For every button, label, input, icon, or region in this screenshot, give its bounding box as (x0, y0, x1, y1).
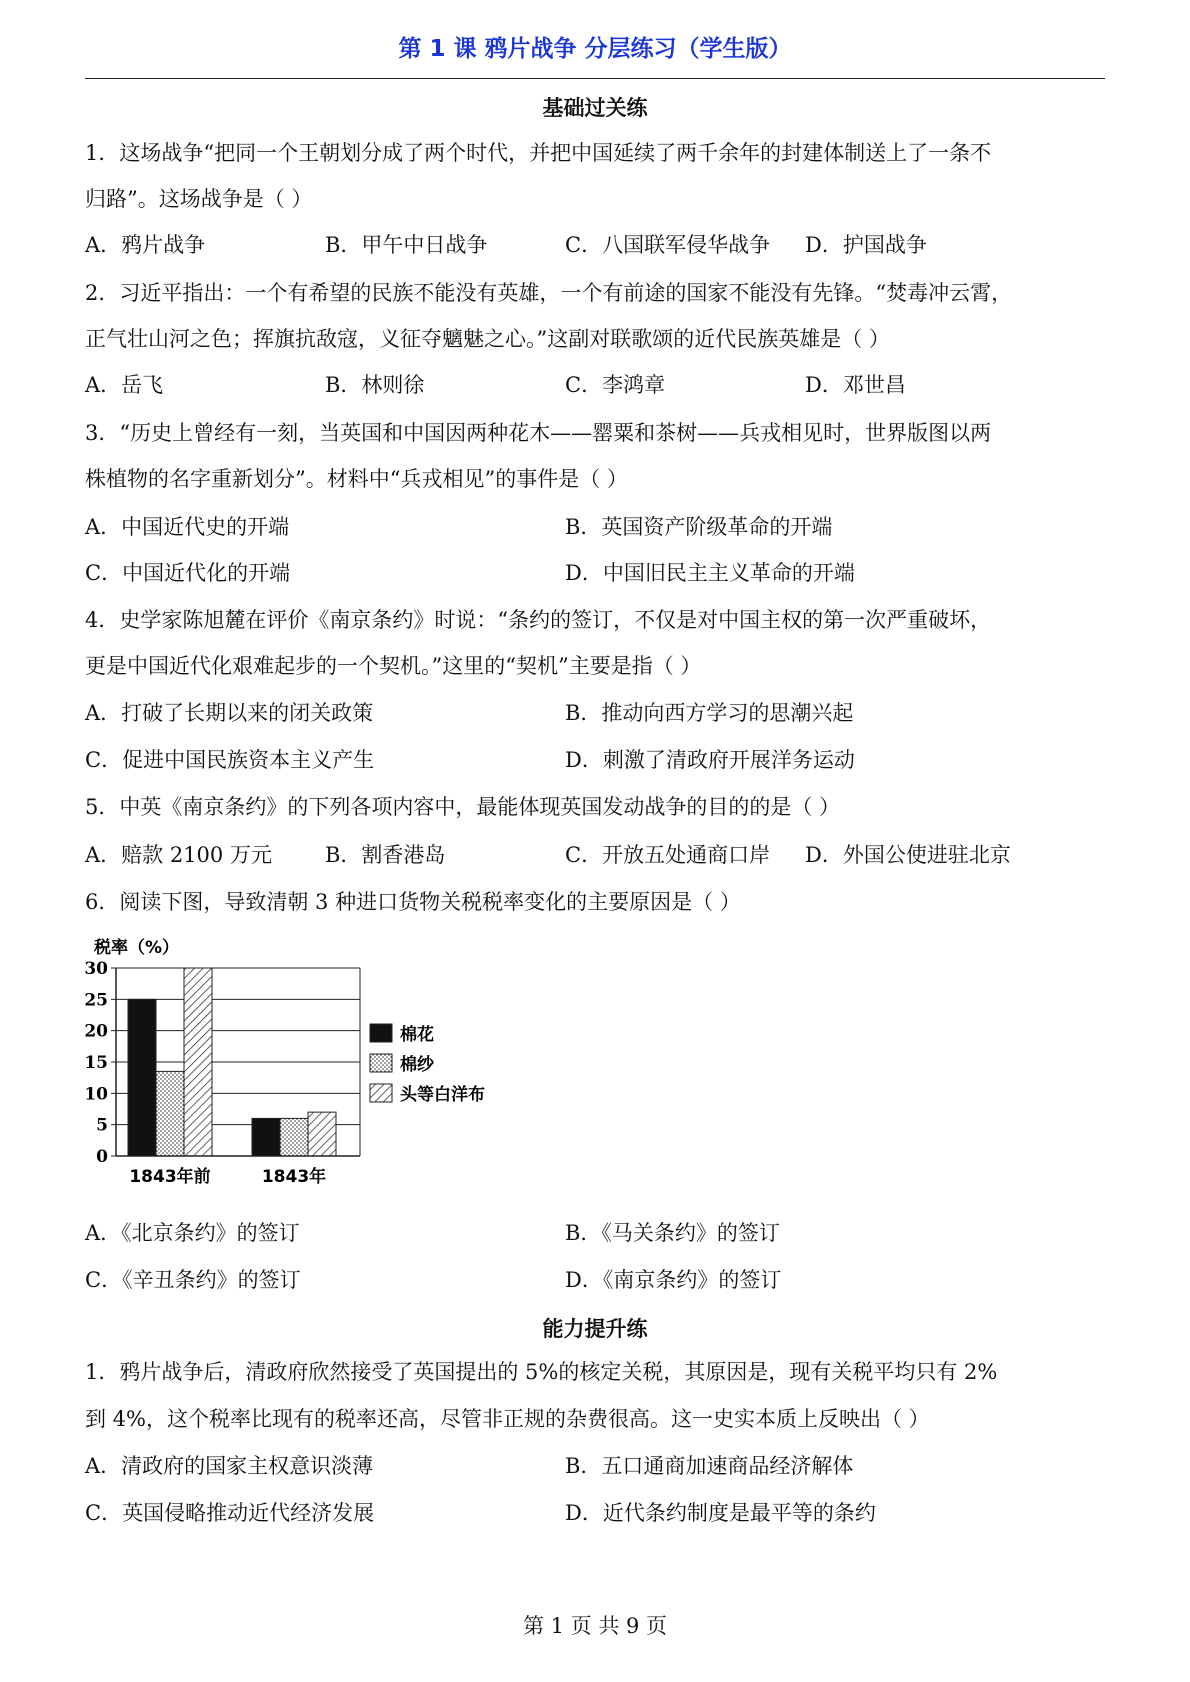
question-5-option-c: C．开放五处通商口岸 (565, 843, 771, 867)
bar-1-1 (128, 999, 156, 1156)
advanced-question-1-option-b: B．五口通商加速商品经济解体 (565, 1454, 854, 1478)
y-tick-label: 30 (84, 959, 108, 979)
question-4-option-c: C．促进中国民族资本主义产生 (85, 748, 375, 772)
section-heading-advanced: 能力提升练 (542, 1317, 648, 1341)
bar-2-2 (280, 1118, 308, 1156)
question-4-line-2: 更是中国近代化艰难起步的一个契机。”这里的“契机”主要是指（ ） (85, 654, 702, 678)
question-3-option-b: B．英国资产阶级革命的开端 (565, 515, 833, 539)
bar-3-2 (308, 1112, 336, 1156)
question-4-line-1: 4．史学家陈旭麓在评价《南京条约》时说：“条约的签订，不仅是对中国主权的第一次严重破坏， (85, 608, 992, 632)
y-tick-label: 25 (84, 990, 108, 1011)
advanced-question-1-option-a: A．清政府的国家主权意识淡薄 (85, 1454, 374, 1478)
question-2-option-a: A．岳飞 (85, 373, 164, 397)
y-tick-label: 5 (96, 1115, 108, 1136)
advanced-question-1-line-2: 到 4%，这个税率比现有的税率还高，尽管非正规的杂费很高。这一史实本质上反映出（ ） (85, 1407, 930, 1431)
advanced-question-1-line-1: 1．鸦片战争后，清政府欣然接受了英国提出的 5%的核定关税，其原因是，现有关税平均只有 2% (85, 1360, 998, 1384)
question-4-option-a: A．打破了长期以来的闭关政策 (85, 701, 374, 725)
question-1-option-b: B．甲午中日战争 (325, 233, 488, 257)
question-6-option-d: D．《南京条约》的签订 (565, 1268, 782, 1292)
question-2-option-d: D．邓世昌 (805, 373, 906, 397)
page-title: 第 1 课 鸦片战争 分层练习（学生版） (398, 36, 792, 62)
y-tick-label: 0 (96, 1147, 108, 1167)
advanced-question-1-option-c: C．英国侵略推动近代经济发展 (85, 1501, 375, 1525)
question-1-option-c: C．八国联军侵华战争 (565, 233, 771, 257)
question-2-line-2: 正气壮山河之色；挥旗抗敌寇，义征夺魑魅之心。”这副对联歌颂的近代民族英雄是（ ） (85, 327, 890, 351)
bar-2-1 (156, 1071, 184, 1156)
bar-3-1 (184, 968, 212, 1156)
legend-label: 棉纱 (400, 1055, 434, 1075)
legend-label: 头等白洋布 (400, 1085, 485, 1105)
advanced-question-1-option-d: D．近代条约制度是最平等的条约 (565, 1501, 876, 1525)
question-2-option-b: B．林则徐 (325, 373, 425, 397)
x-tick-label: 1843年前 (129, 1167, 211, 1187)
question-1-option-d: D．护国战争 (805, 233, 927, 257)
question-3-option-c: C．中国近代化的开端 (85, 561, 291, 585)
question-6-option-a: A．《北京条约》的签订 (85, 1221, 300, 1245)
question-2-option-c: C．李鸿章 (565, 373, 666, 397)
question-5-option-b: B．割香港岛 (325, 843, 446, 867)
y-tick-label: 15 (84, 1053, 108, 1073)
question-4-option-d: D．刺激了清政府开展洋务运动 (565, 748, 855, 772)
y-tick-label: 20 (84, 1021, 108, 1042)
bar-1-2 (252, 1118, 280, 1156)
question-1-line-1: 1．这场战争“把同一个王朝划分成了两个时代，并把中国延续了两千余年的封建体制送上了一条不 (85, 141, 992, 165)
question-4-option-b: B．推动向西方学习的思潮兴起 (565, 701, 854, 725)
legend-swatch (370, 1024, 392, 1042)
question-5-option-a: A．赔款 2100 万元 (85, 843, 272, 867)
question-6-option-c: C．《辛丑条约》的签订 (85, 1268, 301, 1292)
question-1-option-a: A．鸦片战争 (85, 233, 206, 257)
x-tick-label: 1843年 (261, 1167, 327, 1187)
tariff-bar-chart (84, 930, 528, 1202)
page-footer: 第 1 页 共 9 页 (522, 1614, 668, 1638)
question-6-line-1: 6．阅读下图，导致清朝 3 种进口货物关税税率变化的主要原因是（ ） (85, 890, 741, 914)
legend-label: 棉花 (400, 1025, 434, 1045)
y-tick-label: 10 (84, 1084, 108, 1105)
question-6-option-b: B．《马关条约》的签订 (565, 1221, 780, 1245)
question-1-line-2: 归路”。这场战争是（ ） (85, 187, 313, 211)
chart-ylabel: 税率（%） (94, 938, 180, 958)
question-5-line-1: 5．中英《南京条约》的下列各项内容中，最能体现英国发动战争的目的的是（ ） (85, 795, 841, 819)
question-3-option-a: A．中国近代史的开端 (85, 515, 290, 539)
question-3-line-1: 3．“历史上曾经有一刻，当英国和中国因两种花木——罂粟和茶树——兵戎相见时，世界版图以两 (85, 421, 992, 445)
header-rule (85, 78, 1105, 79)
question-5-option-d: D．外国公使进驻北京 (805, 843, 1011, 867)
question-3-option-d: D．中国旧民主主义革命的开端 (565, 561, 855, 585)
legend-swatch (370, 1054, 392, 1072)
chart-legend (370, 1024, 485, 1105)
section-heading-basic: 基础过关练 (542, 96, 648, 120)
legend-swatch (370, 1084, 392, 1102)
question-3-line-2: 株植物的名字重新划分”。材料中“兵戎相见”的事件是（ ） (85, 467, 628, 491)
question-2-line-1: 2．习近平指出：一个有希望的民族不能没有英雄，一个有前途的国家不能没有先锋。“焚毒冲云霄， (85, 281, 1013, 305)
